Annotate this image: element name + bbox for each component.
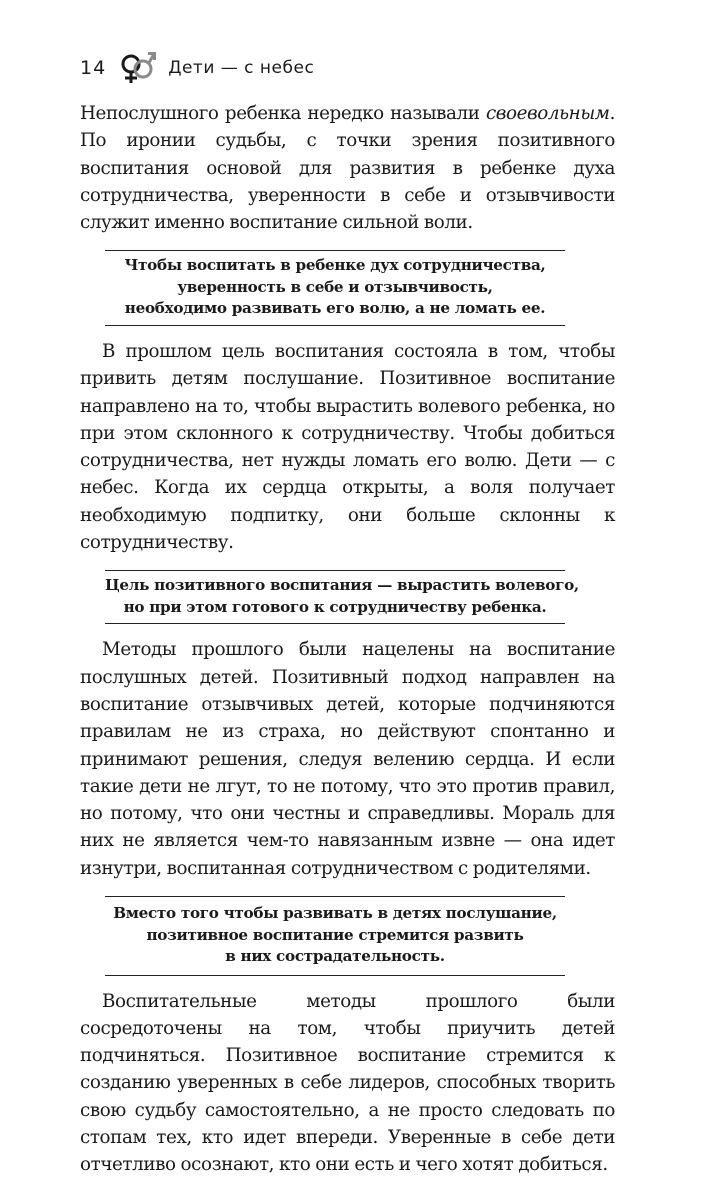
callout-1-line-3: необходимо развивать его волю, а не ломать ее.	[124, 299, 546, 318]
female-male-symbols-icon	[120, 51, 156, 85]
callout-quote-2	[105, 570, 579, 624]
callout-3-line-1: Вместо того чтобы развивать в детях послушание,	[113, 904, 557, 923]
paragraph-1	[80, 100, 615, 236]
callout-2-line-2: но при этом готового к сотрудничеству ребенка.	[123, 597, 547, 616]
callout-2-line-1: Цель позитивного воспитания — вырастить волевого,	[105, 576, 579, 595]
paragraph-1-start: Непослушного ребенка нередко называли	[80, 103, 486, 124]
page-body	[80, 100, 615, 1179]
running-title: Дети — с небес	[168, 58, 315, 78]
paragraph-3: Методы прошлого были нацелены на воспитание послушных детей. Позитивный подход направлен на воспитание отзывчивых детей, которые подчиняются правилам не из страха, но действуют спонтанно и принимают решения, следуя велению сердца. И если такие дети не лгут, то не потому, что это против правил, но потому, что они честны и справедливы. Мораль для них не является чем-то навязанным извне — она идет изнутри, воспитанная сотрудничеством с родителями.	[80, 639, 615, 879]
running-header	[80, 48, 314, 88]
callout-1-line-2: уверенность в себе и отзывчивость,	[177, 277, 493, 296]
paragraph-4: Воспитательные методы прошлого были сосредоточены на том, чтобы приучить детей подчиняться. Позитивное воспитание стремится к созданию уверенных в себе лидеров, способных творить свою судьбу самостоятельно, а не просто следовать по стопам тех, кто идет впереди. Уверенные в себе дети отчетливо осознают, кто они есть и чего хотят добиться.	[80, 990, 615, 1176]
paragraph-1-end: . По иронии судьбы, с точки зрения позитивного воспитания основой для развития в ребенке духа сотрудничества, уверенности в себе и отзывчивости служит именно воспитание сильной воли.	[80, 103, 615, 234]
page-number: 14	[80, 57, 107, 79]
callout-quote-3	[105, 896, 565, 976]
paragraph-1-emphasis: своевольным	[485, 103, 610, 124]
callout-3-line-3: в них сострадательность.	[225, 947, 445, 966]
callout-1-line-1: Чтобы воспитать в ребенке дух сотрудничества,	[124, 256, 546, 275]
callout-3-line-2: позитивное воспитание стремится развить	[146, 925, 524, 944]
callout-quote-1	[105, 250, 565, 326]
paragraph-2: В прошлом цель воспитания состояла в том, чтобы привить детям послушание. Позитивное воспитание направлено на то, чтобы вырастить волевого ребенка, но при этом склонного к сотрудничеству. Чтобы добиться сотрудничества, нет нужды ломать его волю. Дети — с небес. Когда их сердца открыты, а воля получает необходимую подпитку, они больше склонны к сотрудничеству.	[80, 340, 615, 554]
